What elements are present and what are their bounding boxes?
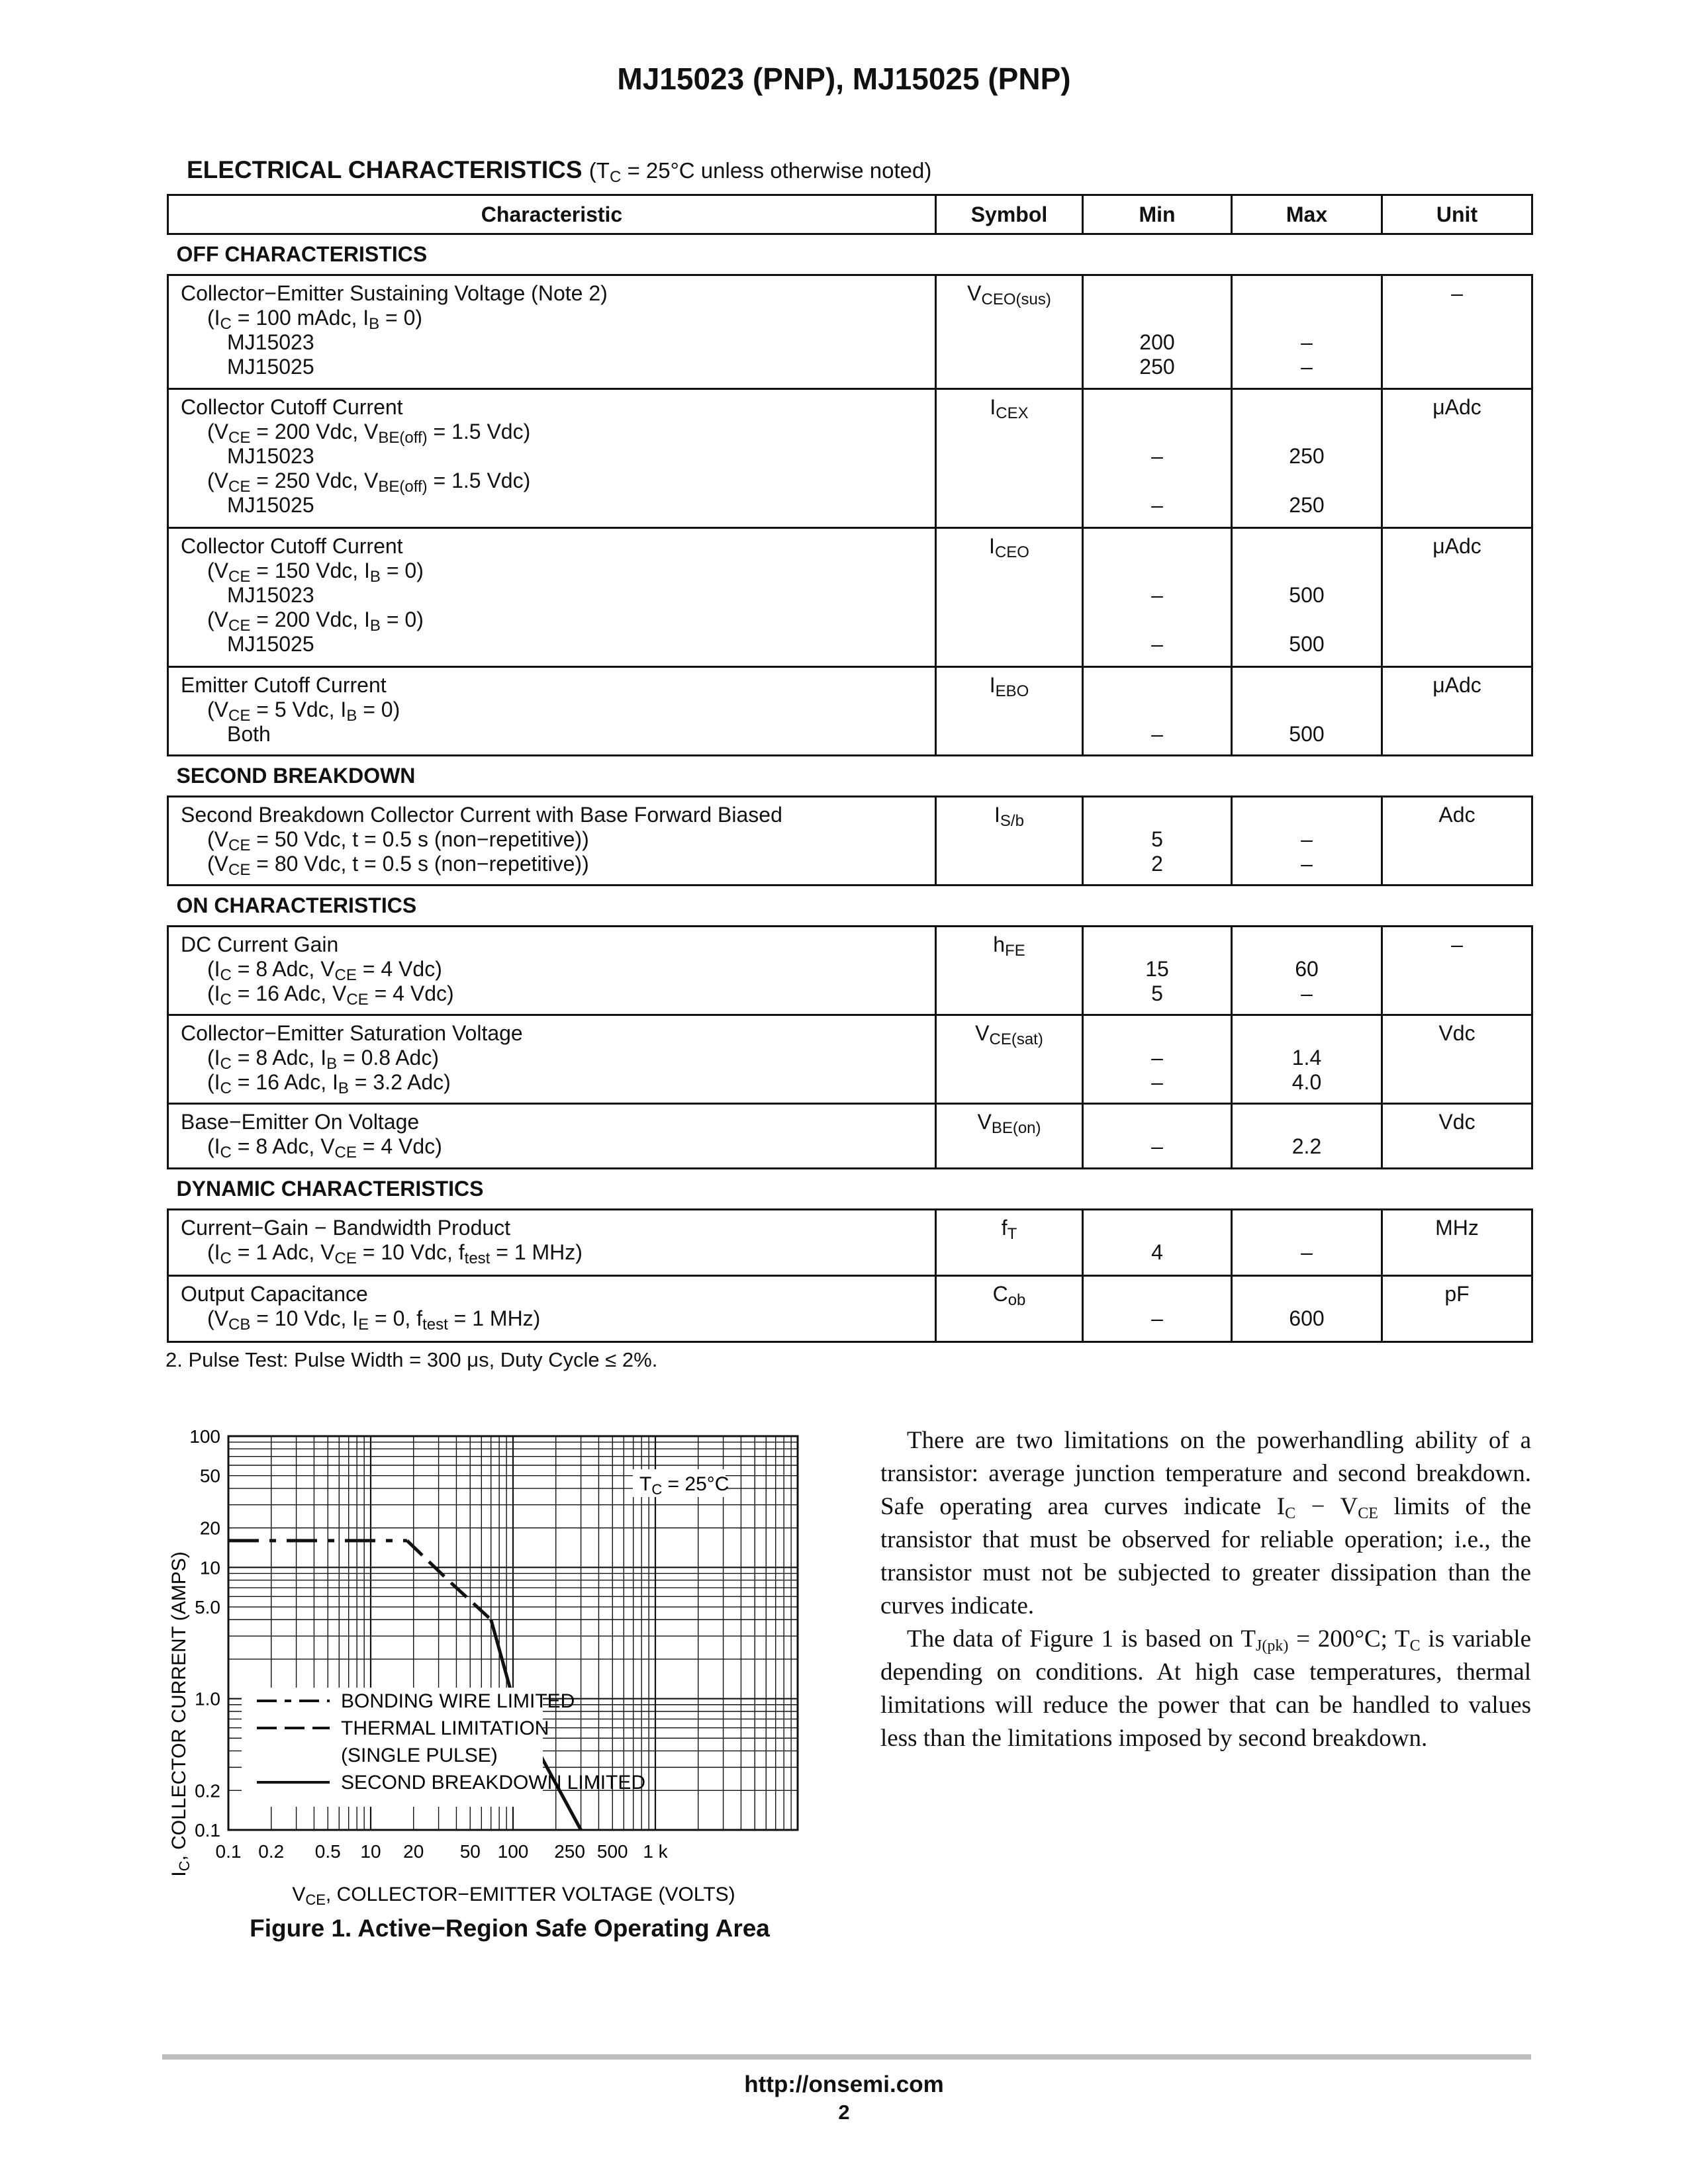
table-row-hfe — [168, 927, 1532, 1015]
min-cell: – — [1083, 1104, 1232, 1169]
symbol-cell: $V_{CEO(sus)}$ — [936, 275, 1083, 389]
paragraph-1: There are two limitations on the powerhandling ability of a transistor: average junction temperature and second breakdown. Safe operating area curves indicate $I_C - V_{CE}$ limits of the transistor that must be observed for reliable operation; i.e., the transistor must not be subjected to greater dissipation than the curves indicate. — [880, 1427, 1531, 1619]
figure-caption: Figure 1. Active−Region Safe Operating Area — [250, 1915, 770, 1942]
table-footnote: 2. Pulse Test: Pulse Width = 300 μs, Duty Cycle ≤ 2%. — [165, 1348, 658, 1371]
table-title — [187, 156, 931, 184]
unit-cell: μAdc — [1382, 389, 1532, 528]
section-second-breakdown: SECOND BREAKDOWN — [176, 764, 416, 788]
characteristic-cell: Emitter Cutoff Current ($V_{CE} = 5$ Vdc, $I_B = 0$) Both — [168, 667, 936, 756]
unit-cell: μAdc — [1382, 667, 1532, 756]
x-tick-label: 20 — [403, 1841, 424, 1862]
column-header-max: Max — [1232, 195, 1382, 234]
min-cell: 15 5 — [1083, 927, 1232, 1015]
max-cell: – – — [1232, 797, 1382, 886]
x-tick-label: 0.5 — [314, 1841, 341, 1862]
column-header-characteristic: Characteristic — [168, 195, 936, 234]
symbol-cell: $I_{CEX}$ — [936, 389, 1083, 528]
chart-legend — [242, 1688, 645, 1807]
unit-cell: pF — [1382, 1276, 1532, 1342]
max-cell: – — [1232, 1210, 1382, 1276]
y-tick-label: 0.2 — [195, 1780, 220, 1801]
x-tick-label: 100 — [497, 1841, 529, 1862]
max-cell: – – — [1232, 275, 1382, 389]
table-row-vcesat — [168, 1015, 1532, 1104]
y-tick-label: 5.0 — [195, 1597, 220, 1618]
max-cell: 2.2 — [1232, 1104, 1382, 1169]
max-cell: 250 250 — [1232, 389, 1382, 528]
min-cell: – – — [1083, 1015, 1232, 1104]
legend-label: THERMAL LIMITATION — [341, 1717, 549, 1739]
section-on-characteristics: ON CHARACTERISTICS — [176, 893, 417, 917]
symbol-cell: $I_{S/b}$ — [936, 797, 1083, 886]
x-tick-label: 0.1 — [215, 1841, 242, 1862]
characteristic-cell: Current−Gain − Bandwidth Product ($I_C = 1$ Adc, $V_{CE} = 10$ Vdc, $f_{test} = 1$ MHz) — [168, 1210, 936, 1276]
unit-cell: Vdc — [1382, 1104, 1532, 1169]
section-off-characteristics: OFF CHARACTERISTICS — [176, 242, 428, 266]
legend-label: (SINGLE PULSE) — [341, 1745, 498, 1766]
unit-cell: Vdc — [1382, 1015, 1532, 1104]
x-tick-label: 250 — [554, 1841, 585, 1862]
characteristic-cell: Second Breakdown Collector Current with Base Forward Biased ($V_{CE} = 50$ Vdc, t = 0.5 s (non−repetitive)) ($V_{CE} = 80$ Vdc, t = 0.5 s (non−repetitive)) — [168, 797, 936, 886]
max-cell: 1.4 4.0 — [1232, 1015, 1382, 1104]
y-tick-label: 0.1 — [195, 1820, 220, 1841]
footer-url[interactable]: http://onsemi.com — [744, 2071, 944, 2097]
x-axis-label: $V_{CE}$, COLLECTOR−EMITTER VOLTAGE (VOLTS) — [292, 1884, 735, 1908]
min-cell: – — [1083, 1276, 1232, 1342]
characteristic-cell: Base−Emitter On Voltage ($I_C = 8$ Adc, $V_{CE} = 4$ Vdc) — [168, 1104, 936, 1169]
characteristic-cell: DC Current Gain ($I_C = 8$ Adc, $V_{CE} = 4$ Vdc) ($I_C = 16$ Adc, $V_{CE} = 4$ Vdc) — [168, 927, 936, 1015]
soa-chart — [159, 1423, 834, 1908]
annotation-text: $T_C = 25^\circ C$ — [639, 1473, 729, 1498]
min-cell: 5 2 — [1083, 797, 1232, 886]
table-row-ft — [168, 1210, 1532, 1276]
table-row-icex — [168, 389, 1532, 528]
min-cell: – — [1083, 667, 1232, 756]
page-number: 2 — [838, 2101, 850, 2124]
y-tick-label: 10 — [199, 1557, 220, 1578]
paragraph-2: The data of Figure 1 is based on $T_{J(pk)} = 200^\circ C$; $T_C$ is variable depending on conditions. At high case temperatures, thermal limitations will reduce the power that can be handled to values less than the limitations imposed by second breakdown. — [880, 1625, 1531, 1752]
unit-cell: – — [1382, 275, 1532, 389]
y-tick-label: 100 — [189, 1426, 220, 1447]
x-tick-labels — [216, 1841, 669, 1862]
y-tick-label: 1.0 — [195, 1688, 220, 1709]
section-dynamic-characteristics: DYNAMIC CHARACTERISTICS — [176, 1177, 484, 1201]
symbol-cell: $h_{FE}$ — [936, 927, 1083, 1015]
x-tick-label: 500 — [596, 1841, 628, 1862]
table-row-iceo — [168, 528, 1532, 667]
temperature-annotation — [633, 1469, 729, 1498]
x-tick-label: 0.2 — [258, 1841, 285, 1862]
symbol-cell: $I_{EBO}$ — [936, 667, 1083, 756]
min-cell: 4 — [1083, 1210, 1232, 1276]
x-tick-label: 10 — [360, 1841, 381, 1862]
min-cell: 200 250 — [1083, 275, 1232, 389]
characteristic-cell: Collector Cutoff Current ($V_{CE} = 200$ Vdc, $V_{BE(off)} = 1.5$ Vdc) MJ15023 ($V_{CE} = 250$ Vdc, $V_{BE(off)} = 1.5$ Vdc) MJ15025 — [168, 389, 936, 528]
column-header-min: Min — [1083, 195, 1232, 234]
table-row-iebo — [168, 667, 1532, 756]
table-header-row — [168, 195, 1532, 234]
y-tick-label: 20 — [199, 1518, 220, 1539]
footer-divider — [162, 2054, 1531, 2060]
unit-cell: MHz — [1382, 1210, 1532, 1276]
characteristic-cell: Collector Cutoff Current ($V_{CE} = 150$ Vdc, $I_B = 0$) MJ15023 ($V_{CE} = 200$ Vdc, $I_B = 0$) MJ15025 — [168, 528, 936, 667]
min-cell: – – — [1083, 528, 1232, 667]
characteristic-cell: Collector−Emitter Saturation Voltage ($I_C = 8$ Adc, $I_B = 0.8$ Adc) ($I_C = 16$ Adc, $I_B = 3.2$ Adc) — [168, 1015, 936, 1104]
body-text — [880, 1424, 1531, 1755]
characteristic-cell: Collector−Emitter Sustaining Voltage (Note 2) ($I_C = 100$ mAdc, $I_B = 0$) MJ15023 MJ15025 — [168, 275, 936, 389]
y-tick-labels — [189, 1426, 220, 1841]
max-cell: 500 500 — [1232, 528, 1382, 667]
max-cell: 600 — [1232, 1276, 1382, 1342]
x-tick-label: 1 k — [643, 1841, 668, 1862]
min-cell: – – — [1083, 389, 1232, 528]
x-tick-label: 50 — [459, 1841, 481, 1862]
max-cell: 60 – — [1232, 927, 1382, 1015]
column-header-unit: Unit — [1382, 195, 1532, 234]
unit-cell: Adc — [1382, 797, 1532, 886]
symbol-cell: $V_{CE(sat)}$ — [936, 1015, 1083, 1104]
table-row-vbeon — [168, 1104, 1532, 1169]
unit-cell: μAdc — [1382, 528, 1532, 667]
y-axis-label: $I_C$, COLLECTOR CURRENT (AMPS) — [168, 1551, 193, 1877]
legend-label: BONDING WIRE LIMITED — [341, 1690, 575, 1712]
table-row-vceo — [168, 275, 1532, 389]
column-header-symbol: Symbol — [936, 195, 1083, 234]
electrical-characteristics-table — [167, 194, 1533, 1343]
y-tick-label: 50 — [199, 1465, 220, 1486]
symbol-cell: $V_{BE(on)}$ — [936, 1104, 1083, 1169]
unit-cell: – — [1382, 927, 1532, 1015]
table-row-cob — [168, 1276, 1532, 1342]
table-row-isb — [168, 797, 1532, 886]
table-title-text: ELECTRICAL CHARACTERISTICS — [187, 156, 583, 183]
characteristic-cell: Output Capacitance ($V_{CB} = 10$ Vdc, $I_E = 0$, $f_{test} = 1$ MHz) — [168, 1276, 936, 1342]
symbol-cell: $I_{CEO}$ — [936, 528, 1083, 667]
symbol-cell: $f_T$ — [936, 1210, 1083, 1276]
symbol-cell: $C_{ob}$ — [936, 1276, 1083, 1342]
table-condition: ($T_C = 25^\circ C$ unless otherwise noted) — [588, 158, 932, 186]
legend-label: SECOND BREAKDOWN LIMITED — [341, 1772, 646, 1794]
max-cell: 500 — [1232, 667, 1382, 756]
page-title: MJ15023 (PNP), MJ15025 (PNP) — [617, 62, 1071, 96]
